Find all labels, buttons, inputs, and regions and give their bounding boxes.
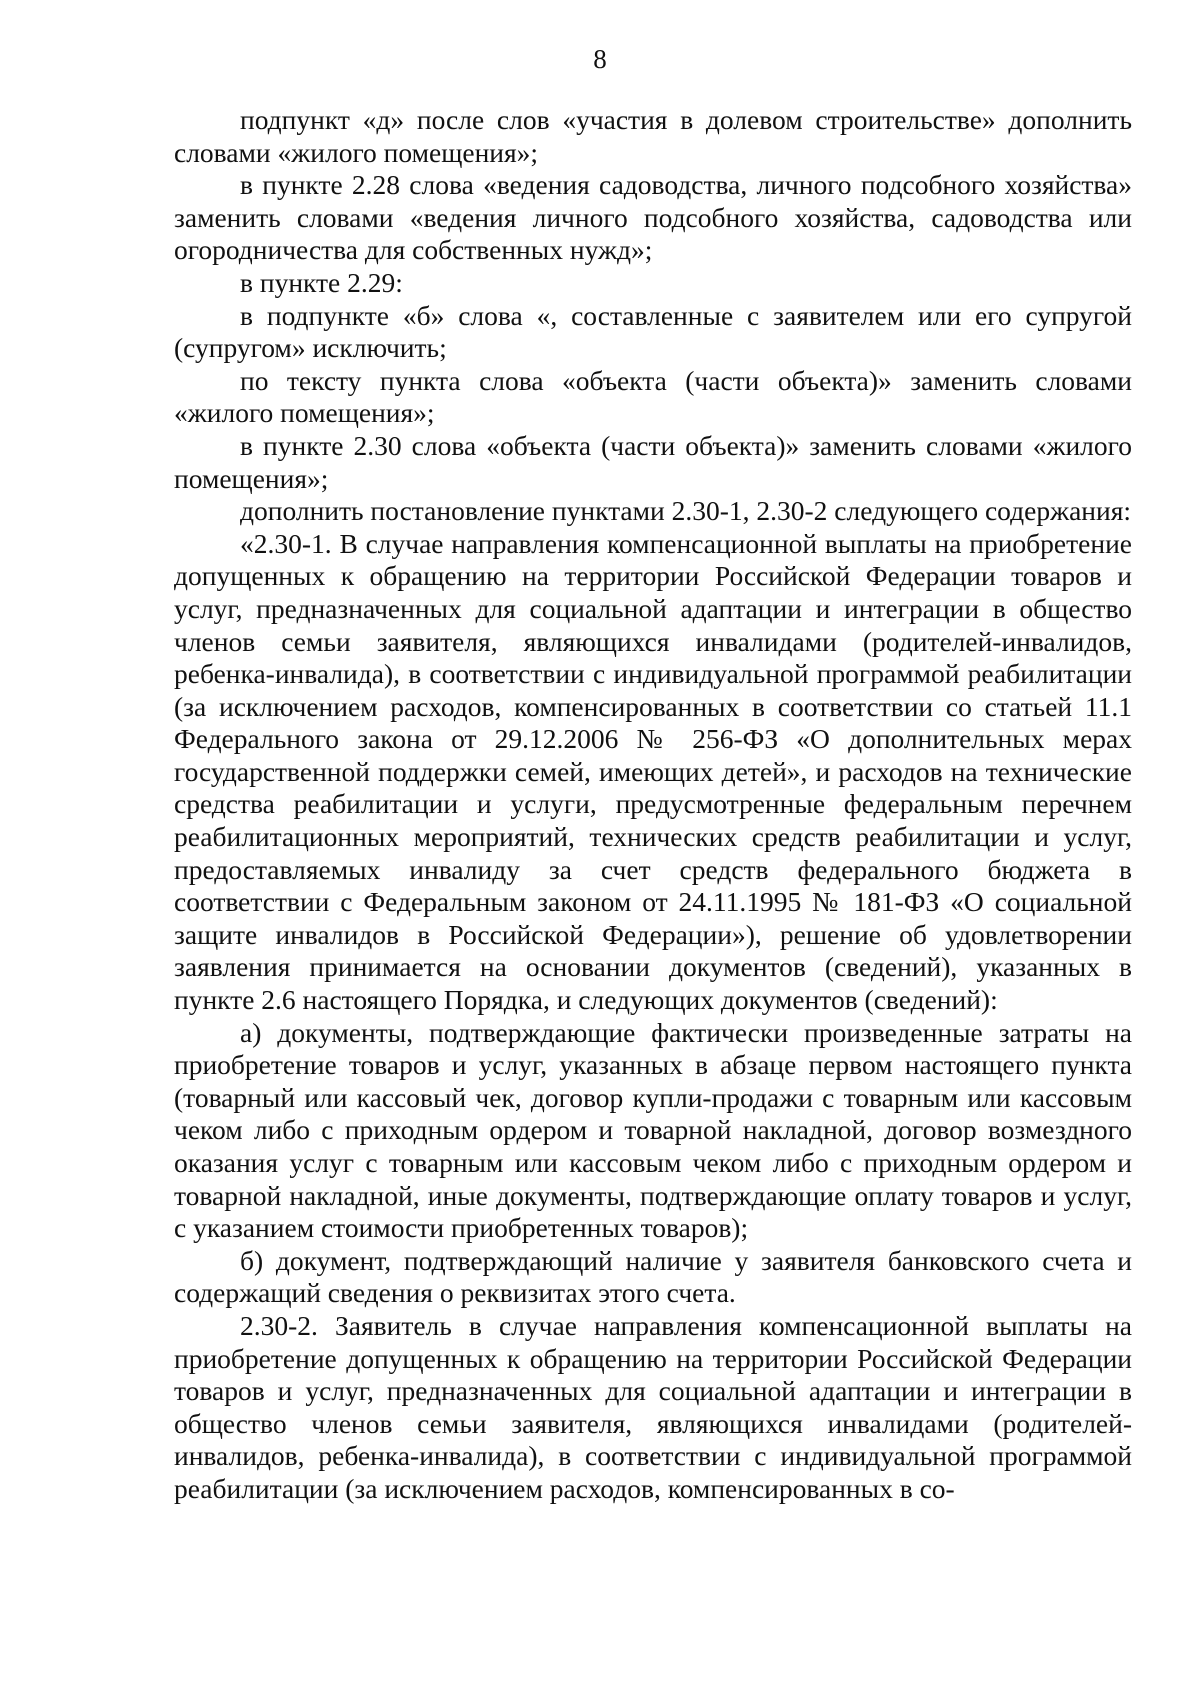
page-number: 8	[593, 44, 607, 74]
paragraph: по тексту пункта слова «объекта (части объекта)» заменить словами «жилого помещения»;	[174, 364, 1132, 429]
paragraph: подпункт «д» после слов «участия в долевом строительстве» дополнить словами «жилого помещения»;	[174, 104, 1132, 168]
paragraph: в пункте 2.28 слова «ведения садоводства, личного подсобного хозяйства» заменить словами «ведения личного подсобного хозяйства, садоводства или огородничества для собственных нужд»;	[174, 169, 1132, 266]
paragraph: а) документы, подтверждающие фактически произведенные затраты на приобретение товаров и услуг, указанных в абзаце первом настоящего пункта (товарный или кассовый чек, договор купли-продажи с товарным или кассовым чеком либо с приходным ордером и товарной накладной, договор возмездного оказания услуг с товарным или кассовым чеком либо с приходным ордером и товарной накладной, иные документы, подтверждающие оплату товаров и услуг, с указанием стоимости приобретенных товаров);	[174, 1016, 1132, 1244]
paragraph: в пункте 2.30 слова «объекта (части объекта)» заменить словами «жилого помещения»;	[174, 429, 1132, 494]
paragraph: в пункте 2.29:	[240, 266, 403, 298]
document-body	[174, 104, 1132, 1506]
paragraph: в подпункте «б» слова «, составленные с заявителем или его супругой (супругом» исключить;	[174, 299, 1132, 364]
paragraph: «2.30-1. В случае направления компенсационной выплаты на приобретение допущенных к обращению на территории Российской Федерации товаров и услуг, предназначенных для социальной адаптации и интеграции в общество членов семьи заявителя, являющихся инвалидами (родителей-инвалидов, ребенка-инвалида), в соответствии с индивидуальной программой реабилитации (за исключением расходов, компенсированных в соответствии со статьей 11.1 Федерального закона от 29.12.2006 № 256-ФЗ «О дополнительных мерах государственной поддержки семей, имеющих детей», и расходов на технические средства реабилитации и услуги, предусмотренные федеральным перечнем реабилитационных мероприятий, технических средств реабилитации и услуг, предоставляемых инвалиду за счет средств федерального бюджета в соответствии с Федеральным законом от 24.11.1995 № 181-ФЗ «О социальной защите инвалидов в Российской Федерации»), решение об удовлетворении заявления принимается на основании документов (сведений), указанных в пункте 2.6 настоящего Порядка, и следующих документов (сведений):	[174, 527, 1132, 1016]
paragraph: дополнить постановление пунктами 2.30-1, 2.30-2 следующего содержания:	[240, 495, 1132, 527]
paragraph: 2.30-2. Заявитель в случае направления компенсационной выплаты на приобретение допущенных к обращению на территории Российской Федерации товаров и услуг, предназначенных для социальной адаптации и интеграции в общество членов семьи заявителя, являющихся инвалидами (родителей-инвалидов, ребенка-инвалида), в соответствии с индивидуальной программой реабилитации (за исключением расходов, компенсированных в со-	[174, 1309, 1132, 1504]
paragraph: б) документ, подтверждающий наличие у заявителя банковского счета и содержащий сведения о реквизитах этого счета.	[174, 1244, 1132, 1309]
